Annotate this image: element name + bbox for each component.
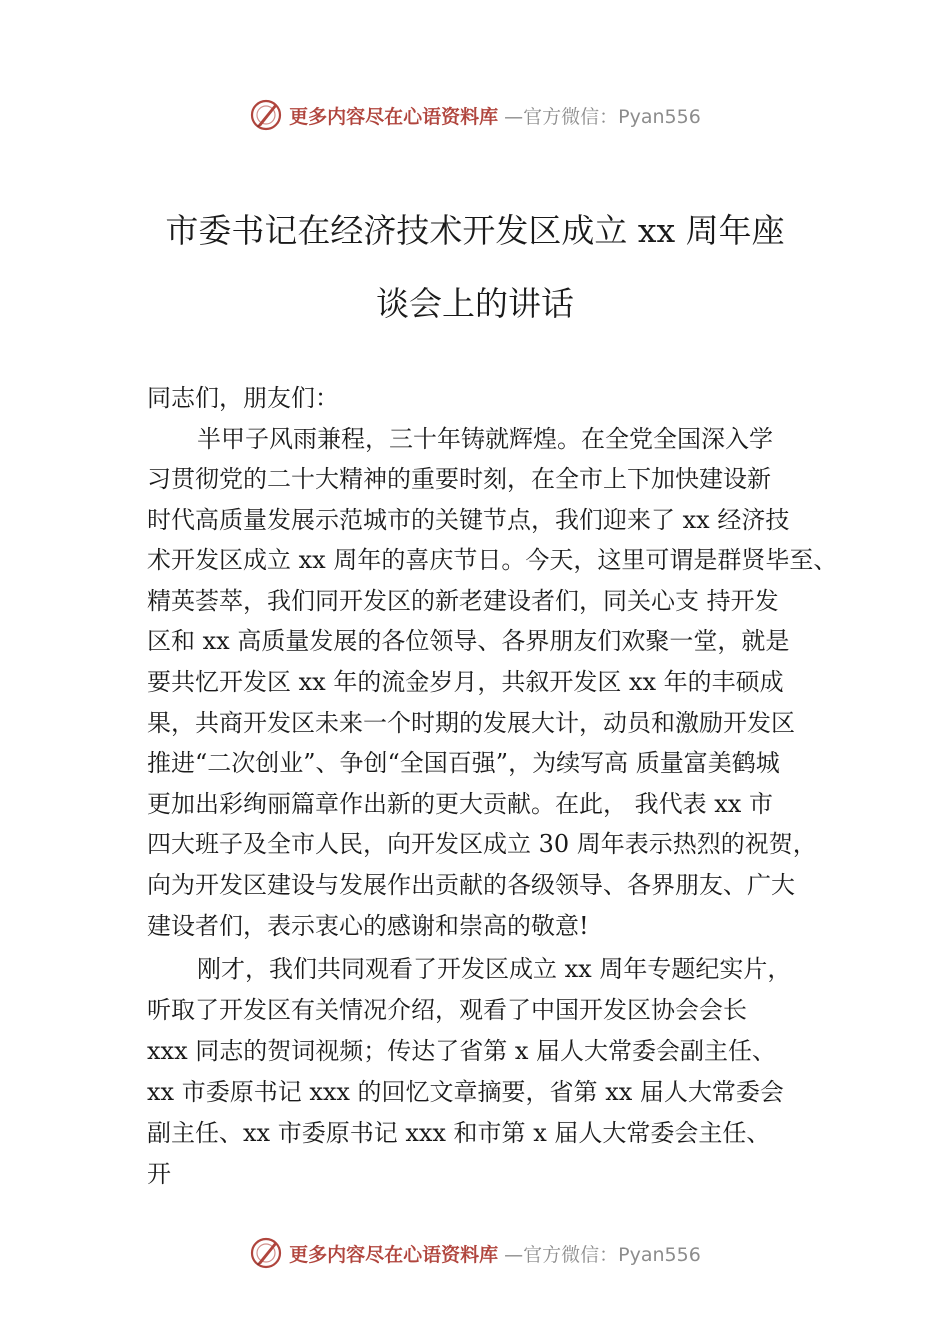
quill-logo-icon: [249, 1236, 283, 1270]
body-line: 四大班子及全市人民，向开发区成立 30 周年表示热烈的祝贺，: [147, 830, 817, 858]
body-line: 区和 xx 高质量发展的各位领导、各界朋友们欢聚一堂，就是: [147, 627, 790, 655]
footer-banner: [0, 1233, 950, 1273]
body-line: 推进“二次创业”、争创“全国百强”，为续写高 质量富美鹤城: [147, 749, 780, 777]
body-line: 果，共商开发区未来一个时期的发展大计，动员和激励开发区: [147, 709, 795, 737]
title-line-2: 谈会上的讲话: [376, 284, 574, 323]
quill-logo-icon: [249, 98, 283, 132]
body-line: 开: [147, 1160, 171, 1188]
body-line: 更加出彩绚丽篇章作出新的更大贡献。在此， 我代表 xx 市: [147, 790, 773, 818]
banner-wechat-text: —官方微信：Pyan556: [504, 105, 701, 128]
banner-wechat-text: —官方微信：Pyan556: [504, 1243, 701, 1266]
banner-main-text: 更多内容尽在心语资料库: [289, 1243, 499, 1266]
body-line: 刚才，我们共同观看了开发区成立 xx 周年专题纪实片，: [197, 955, 792, 983]
body-line: 副主任、xx 市委原书记 xxx 和市第 x 届人大常委会主任、: [147, 1119, 771, 1147]
banner-main-text: 更多内容尽在心语资料库: [289, 105, 499, 128]
body-line: 听取了开发区有关情况介绍，观看了中国开发区协会会长: [147, 996, 747, 1024]
body-line: 时代高质量发展示范城市的关键节点，我们迎来了 xx 经济技: [147, 506, 790, 534]
body-line: 建设者们，表示衷心的感谢和崇高的敬意!: [147, 912, 589, 940]
body-line: 半甲子风雨兼程，三十年铸就辉煌。在全党全国深入学: [197, 425, 773, 453]
title-line-1: 市委书记在经济技术开发区成立 xx 周年座: [165, 211, 785, 250]
body-line: 要共忆开发区 xx 年的流金岁月，共叙开发区 xx 年的丰硕成: [147, 668, 784, 696]
body-line: 精英荟萃，我们同开发区的新老建设者们，同关心支 持开发: [147, 587, 779, 615]
body-line: xx 市委原书记 xxx 的回忆文章摘要，省第 xx 届人大常委会: [147, 1078, 784, 1106]
body-line: 同志们，朋友们：: [147, 384, 339, 412]
body-line: 向为开发区建设与发展作出贡献的各级领导、各界朋友、广大: [147, 871, 795, 899]
body-line: xxx 同志的贺词视频；传达了省第 x 届人大常委会副主任、: [147, 1037, 777, 1065]
body-line: 习贯彻党的二十大精神的重要时刻，在全市上下加快建设新: [147, 465, 771, 493]
body-line: 术开发区成立 xx 周年的喜庆节日。今天，这里可谓是群贤毕至、: [147, 546, 838, 574]
header-banner: [0, 95, 950, 135]
